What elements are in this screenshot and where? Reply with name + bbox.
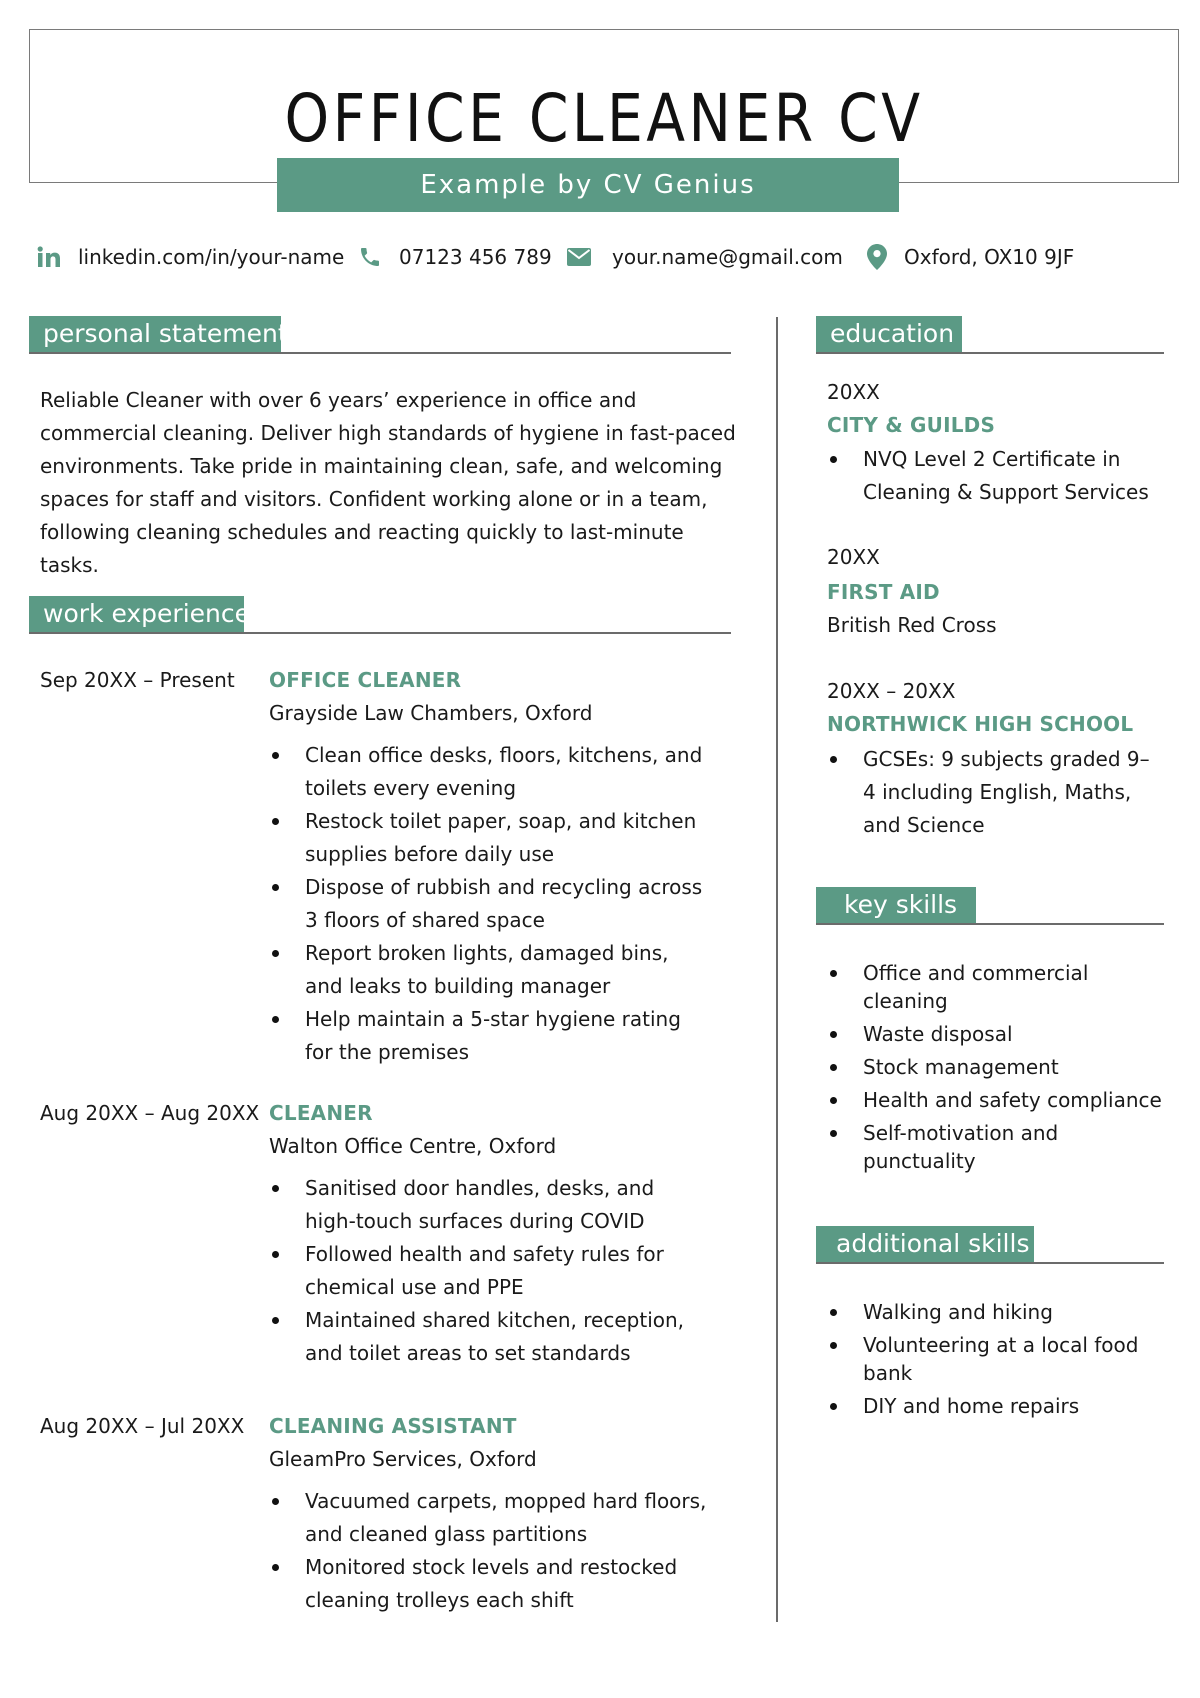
location-text: Oxford, OX10 9JF [904, 245, 1075, 269]
job-dates: Sep 20XX – Present [40, 668, 235, 692]
list-item: Vacuumed carpets, mopped hard floors, and cleaned glass partitions [269, 1485, 709, 1551]
job-employer: GleamPro Services, Oxford [269, 1447, 537, 1471]
edu-dates: 20XX [827, 545, 880, 569]
edu-bullets [827, 743, 1157, 842]
section-education [816, 316, 1164, 354]
list-item: Maintained shared kitchen, reception, and toilet areas to set standards [269, 1304, 709, 1370]
column-divider [776, 317, 778, 1622]
linkedin-text: linkedin.com/in/your-name [78, 245, 345, 269]
list-item: Followed health and safety rules for chemical use and PPE [269, 1238, 709, 1304]
edu-title: FIRST AID [827, 580, 940, 604]
section-title: key skills [816, 887, 976, 923]
section-title: additional skills [816, 1226, 1034, 1262]
list-item: Self-motivation and punctuality [827, 1119, 1167, 1175]
contact-location [864, 240, 1074, 274]
list-item: Volunteering at a local food bank [827, 1331, 1167, 1387]
job-employer: Grayside Law Chambers, Oxford [269, 701, 593, 725]
contact-phone[interactable] [357, 240, 552, 274]
list-item: Monitored stock levels and restocked cleaning trolleys each shift [269, 1551, 709, 1617]
edu-detail: British Red Cross [827, 613, 997, 637]
job-dates: Aug 20XX – Aug 20XX [40, 1101, 260, 1125]
job-bullets [269, 739, 709, 1069]
section-rule [816, 923, 1164, 925]
job-dates: Aug 20XX – Jul 20XX [40, 1414, 245, 1438]
list-item: DIY and home repairs [827, 1392, 1167, 1420]
edu-title: CITY & GUILDS [827, 413, 996, 437]
contact-email[interactable] [566, 240, 843, 274]
subtitle-banner: Example by CV Genius [277, 158, 899, 212]
linkedin-icon [36, 244, 62, 270]
section-additional-skills [816, 1226, 1164, 1264]
list-item: Report broken lights, damaged bins, and leaks to building manager [269, 937, 709, 1003]
edu-title: NORTHWICK HIGH SCHOOL [827, 712, 1134, 736]
job-title: CLEANING ASSISTANT [269, 1414, 517, 1438]
section-personal-statement [29, 316, 731, 354]
job-title: CLEANER [269, 1101, 373, 1125]
list-item: Sanitised door handles, desks, and high-touch surfaces during COVID [269, 1172, 709, 1238]
section-title: education [816, 316, 962, 352]
list-item: Waste disposal [827, 1020, 1167, 1048]
list-item: Dispose of rubbish and recycling across 3 floors of shared space [269, 871, 709, 937]
list-item: NVQ Level 2 Certificate in Cleaning & Support Services [827, 443, 1157, 509]
page-title: OFFICE CLEANER CV [284, 80, 924, 157]
list-item: Health and safety compliance [827, 1086, 1167, 1114]
contact-linkedin[interactable] [36, 240, 344, 274]
email-text: your.name@gmail.com [612, 245, 843, 269]
list-item: Office and commercial cleaning [827, 959, 1167, 1015]
list-item: GCSEs: 9 subjects graded 9–4 including English, Maths, and Science [827, 743, 1157, 842]
list-item: Restock toilet paper, soap, and kitchen supplies before daily use [269, 805, 709, 871]
section-title: personal statement [29, 316, 281, 352]
envelope-icon [566, 244, 592, 270]
section-rule [816, 352, 1164, 354]
key-skills-list [827, 959, 1167, 1180]
list-item: Clean office desks, floors, kitchens, and toilets every evening [269, 739, 709, 805]
section-rule [816, 1262, 1164, 1264]
location-pin-icon [864, 244, 890, 270]
job-bullets [269, 1172, 709, 1370]
list-item: Help maintain a 5-star hygiene rating for the premises [269, 1003, 709, 1069]
section-key-skills [816, 887, 1164, 925]
section-rule [29, 352, 731, 354]
job-employer: Walton Office Centre, Oxford [269, 1134, 557, 1158]
job-title: OFFICE CLEANER [269, 668, 462, 692]
additional-skills-list [827, 1298, 1167, 1425]
edu-dates: 20XX [827, 380, 880, 404]
phone-icon [357, 244, 383, 270]
section-title: work experience [29, 596, 244, 632]
job-bullets [269, 1485, 709, 1617]
list-item: Walking and hiking [827, 1298, 1167, 1326]
section-work-experience [29, 596, 731, 634]
edu-bullets [827, 443, 1157, 509]
list-item: Stock management [827, 1053, 1167, 1081]
edu-dates: 20XX – 20XX [827, 679, 956, 703]
section-rule [29, 632, 731, 634]
phone-text: 07123 456 789 [399, 245, 552, 269]
personal-statement-text: Reliable Cleaner with over 6 years’ experience in office and commercial cleaning. Deliver high standards of hygiene in fast-paced environments. Take pride in maintaining clean, safe, and welcoming spaces for staff and visitors. Confident working alone or in a team, following cleaning schedules and reacting quickly to last-minute tasks. [40, 388, 736, 577]
